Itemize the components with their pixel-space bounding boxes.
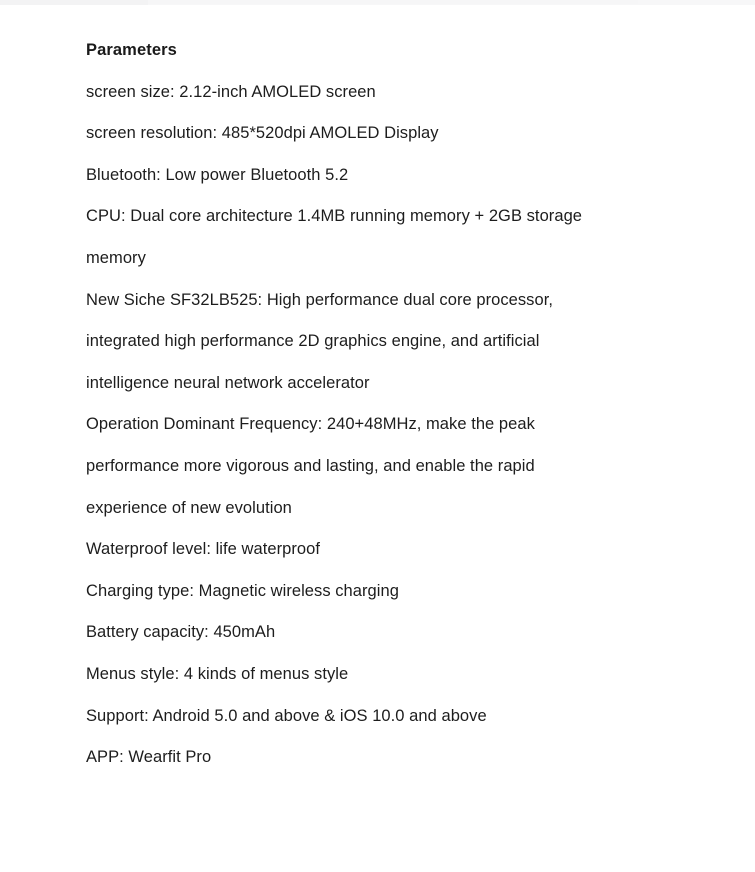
spec-line: experience of new evolution <box>86 498 292 517</box>
top-edge-band <box>0 0 755 5</box>
spec-line: Menus style: 4 kinds of menus style <box>86 664 349 683</box>
spec-line: performance more vigorous and lasting, and enable the rapid <box>86 456 535 475</box>
top-edge-band-segment-right <box>148 0 638 4</box>
specification-content <box>86 30 686 779</box>
spec-line: memory <box>86 248 146 267</box>
specification-list <box>86 72 686 779</box>
spec-line: Bluetooth: Low power Bluetooth 5.2 <box>86 165 349 184</box>
spec-line: New Siche SF32LB525: High performance dual core processor, <box>86 290 553 309</box>
spec-line: CPU: Dual core architecture 1.4MB running memory + 2GB storage <box>86 207 583 226</box>
spec-line: screen size: 2.12-inch AMOLED screen <box>86 82 376 101</box>
spec-line: APP: Wearfit Pro <box>86 748 212 767</box>
spec-line: integrated high performance 2D graphics engine, and artificial <box>86 332 540 351</box>
spec-line: Support: Android 5.0 and above & iOS 10.0 and above <box>86 706 487 725</box>
page-title: Parameters <box>86 41 177 59</box>
spec-line: Charging type: Magnetic wireless charging <box>86 581 399 600</box>
spec-line: screen resolution: 485*520dpi AMOLED Display <box>86 124 439 143</box>
spec-line: Battery capacity: 450mAh <box>86 623 276 642</box>
spec-line: Operation Dominant Frequency: 240+48MHz, make the peak <box>86 415 535 434</box>
spec-line: Waterproof level: life waterproof <box>86 540 320 559</box>
spec-line: intelligence neural network accelerator <box>86 373 370 392</box>
top-edge-band-segment-left <box>0 0 148 5</box>
